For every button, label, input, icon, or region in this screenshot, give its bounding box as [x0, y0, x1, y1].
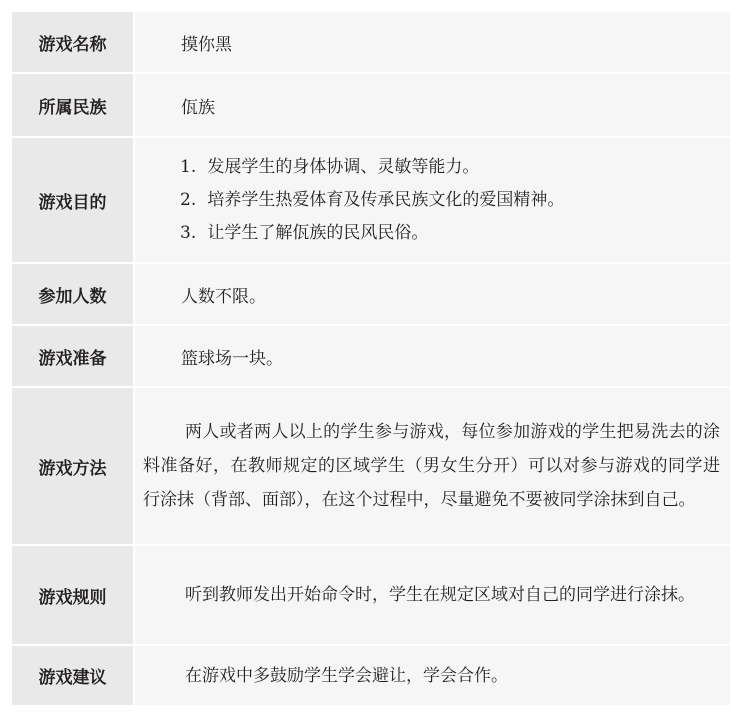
game-info-table: [12, 10, 730, 705]
row-label-preparation: 游戏准备: [12, 324, 135, 386]
participants-text: 人数不限。: [181, 286, 266, 307]
row-value-rules: [135, 544, 730, 644]
method-text: 两人或者两人以上的学生参与游戏，每位参加游戏的学生把易洗去的涂料准备好，在教师规定的区域学生（男女生分开）可以对参与游戏的同学进行涂抹（背部、面部），在这个过程中，尽量避免不要被同学涂抹到自己。: [143, 422, 720, 510]
purpose-item: 3. 让学生了解佤族的民风民俗。: [180, 222, 429, 243]
row-value-ethnic-group: [135, 72, 730, 136]
row-label-rules: 游戏规则: [12, 544, 135, 644]
purpose-list: [143, 151, 564, 250]
rules-text: 听到教师发出开始命令时，学生在规定区域对自己的同学进行涂抹。: [185, 585, 695, 605]
purpose-item: 2. 培养学生热爱体育及传承民族文化的爱国精神。: [180, 189, 565, 210]
row-value-participants: [135, 262, 730, 324]
row-value-suggestion: [135, 644, 730, 705]
row-value-preparation: [135, 324, 730, 386]
preparation-text: 篮球场一块。: [181, 348, 283, 369]
row-label-ethnic-group: 所属民族: [12, 72, 135, 136]
row-label-game-purpose: 游戏目的: [12, 136, 135, 262]
ethnic-group-text: 佤族: [181, 97, 215, 118]
suggestion-text: 在游戏中多鼓励学生学会避让，学会合作。: [185, 665, 508, 686]
row-label-method: 游戏方法: [12, 386, 135, 544]
row-label-suggestion: 游戏建议: [12, 644, 135, 705]
row-value-game-purpose: [135, 136, 730, 262]
row-value-method: [135, 386, 730, 544]
purpose-item: 1. 发展学生的身体协调、灵敏等能力。: [180, 156, 480, 177]
row-value-game-name: [135, 10, 730, 72]
row-label-participants: 参加人数: [12, 262, 135, 324]
row-label-game-name: 游戏名称: [12, 10, 135, 72]
game-name-text: 摸你黑: [181, 34, 232, 55]
